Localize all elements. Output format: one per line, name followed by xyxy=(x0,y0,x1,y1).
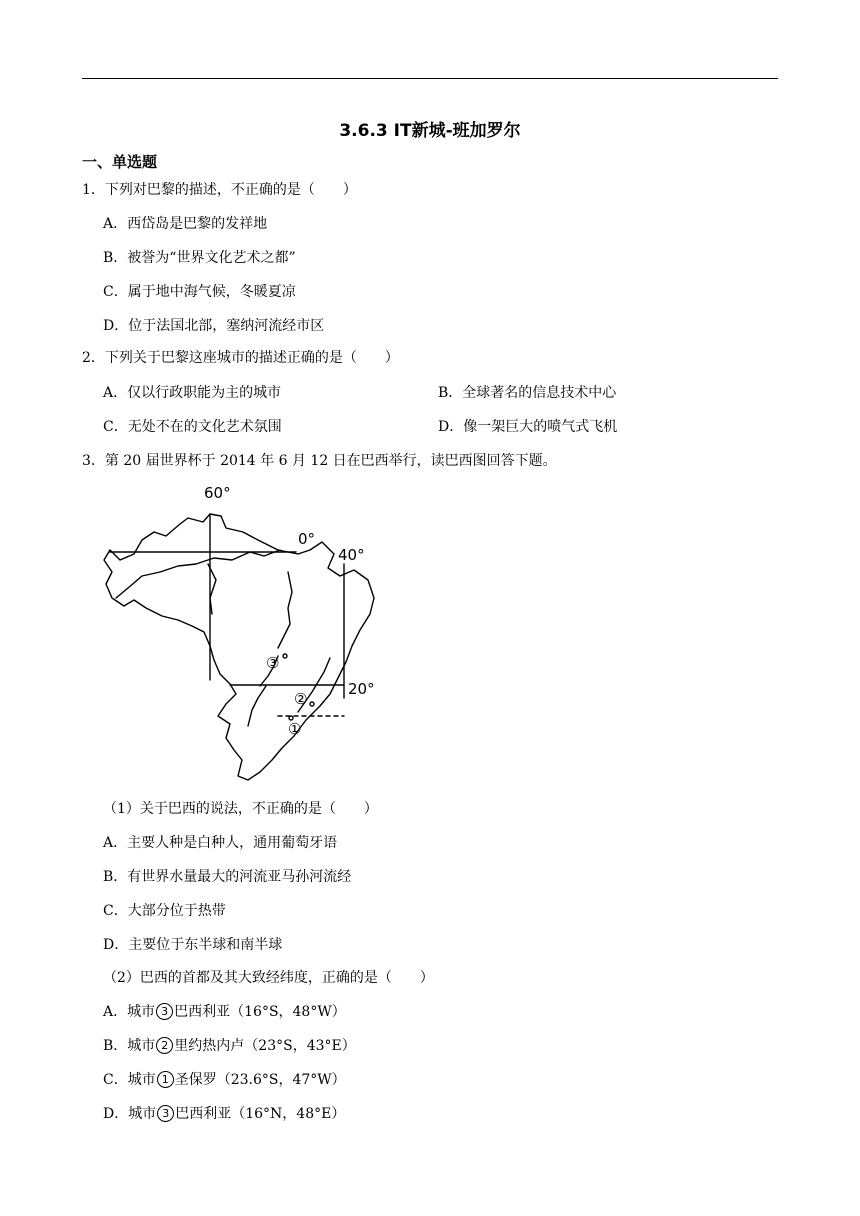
q3-sub2-option-c[interactable] xyxy=(103,1071,346,1089)
header-rule xyxy=(82,78,778,79)
amazon-river xyxy=(116,550,280,598)
q2-stem: 2．下列关于巴黎这座城市的描述正确的是（ ） xyxy=(82,350,399,366)
q2-option-d[interactable]: D．像一架巨大的喷气式飞机 xyxy=(438,419,618,435)
circled-number: 3 xyxy=(156,1003,173,1020)
map-marker-2: ② xyxy=(294,690,308,708)
label-20: 20° xyxy=(348,680,375,698)
circled-number: 3 xyxy=(157,1105,174,1122)
tributary-river xyxy=(208,564,216,614)
q3-sub2-option-b[interactable] xyxy=(103,1037,356,1055)
q3-sub1-option-a[interactable]: A．主要人种是白种人，通用葡萄牙语 xyxy=(103,835,338,851)
circled-number: 1 xyxy=(157,1071,174,1088)
label-40: 40° xyxy=(338,546,365,564)
city-dot-2 xyxy=(310,702,314,706)
brazil-outline xyxy=(104,514,374,780)
map-marker-3: ③ xyxy=(266,654,280,672)
option-prefix: B．城市 xyxy=(103,1038,156,1054)
q1-option-d[interactable]: D．位于法国北部，塞纳河流经市区 xyxy=(103,318,325,334)
q1-option-a[interactable]: A．西岱岛是巴黎的发祥地 xyxy=(103,216,268,232)
q3-stem: 3．第 20 届世界杯于 2014 年 6 月 12 日在巴西举行，读巴西图回答下题。 xyxy=(82,453,557,469)
option-text: 圣保罗（23.6°S，47°W） xyxy=(174,1072,346,1088)
q2-option-b[interactable]: B．全球著名的信息技术中心 xyxy=(438,385,617,401)
option-prefix: A．城市 xyxy=(103,1004,156,1020)
q3-sub1-stem: （1）关于巴西的说法，不正确的是（ ） xyxy=(103,801,378,817)
city-dot-3 xyxy=(283,654,287,658)
q3-sub1-option-c[interactable]: C．大部分位于热带 xyxy=(103,903,226,919)
q3-sub1-option-d[interactable]: D．主要位于东半球和南半球 xyxy=(103,937,283,953)
label-60: 60° xyxy=(204,484,231,502)
label-0: 0° xyxy=(298,530,316,548)
brazil-map xyxy=(98,480,388,785)
option-text: 巴西利亚（16°N，48°E） xyxy=(175,1106,346,1122)
q3-sub1-option-b[interactable]: B．有世界水量最大的河流亚马孙河流经 xyxy=(103,869,352,885)
q1-stem: 1．下列对巴黎的描述，不正确的是（ ） xyxy=(82,182,357,198)
page-title: 3.6.3 IT新城-班加罗尔 xyxy=(339,121,521,141)
circled-number: 2 xyxy=(156,1037,173,1054)
q3-sub2-stem: （2）巴西的首都及其大致经纬度，正确的是（ ） xyxy=(103,970,434,986)
q1-option-c[interactable]: C．属于地中海气候，冬暖夏凉 xyxy=(103,284,296,300)
option-text: 里约热内卢（23°S，43°E） xyxy=(174,1038,356,1054)
parana-river xyxy=(248,686,266,726)
q3-sub2-option-d[interactable] xyxy=(103,1105,345,1123)
option-prefix: C．城市 xyxy=(103,1072,156,1088)
section-heading: 一、单选题 xyxy=(82,153,158,171)
option-text: 巴西利亚（16°S，48°W） xyxy=(174,1004,346,1020)
sao-francisco-river xyxy=(278,572,292,648)
q2-option-a[interactable]: A．仅以行政职能为主的城市 xyxy=(103,385,282,401)
option-prefix: D．城市 xyxy=(103,1106,157,1122)
map-marker-1: ① xyxy=(288,720,302,738)
q1-option-b[interactable]: B．被誉为“世界文化艺术之都” xyxy=(103,250,296,266)
q3-sub2-option-a[interactable] xyxy=(103,1003,346,1021)
q2-option-c[interactable]: C．无处不在的文化艺术氛围 xyxy=(103,419,282,435)
